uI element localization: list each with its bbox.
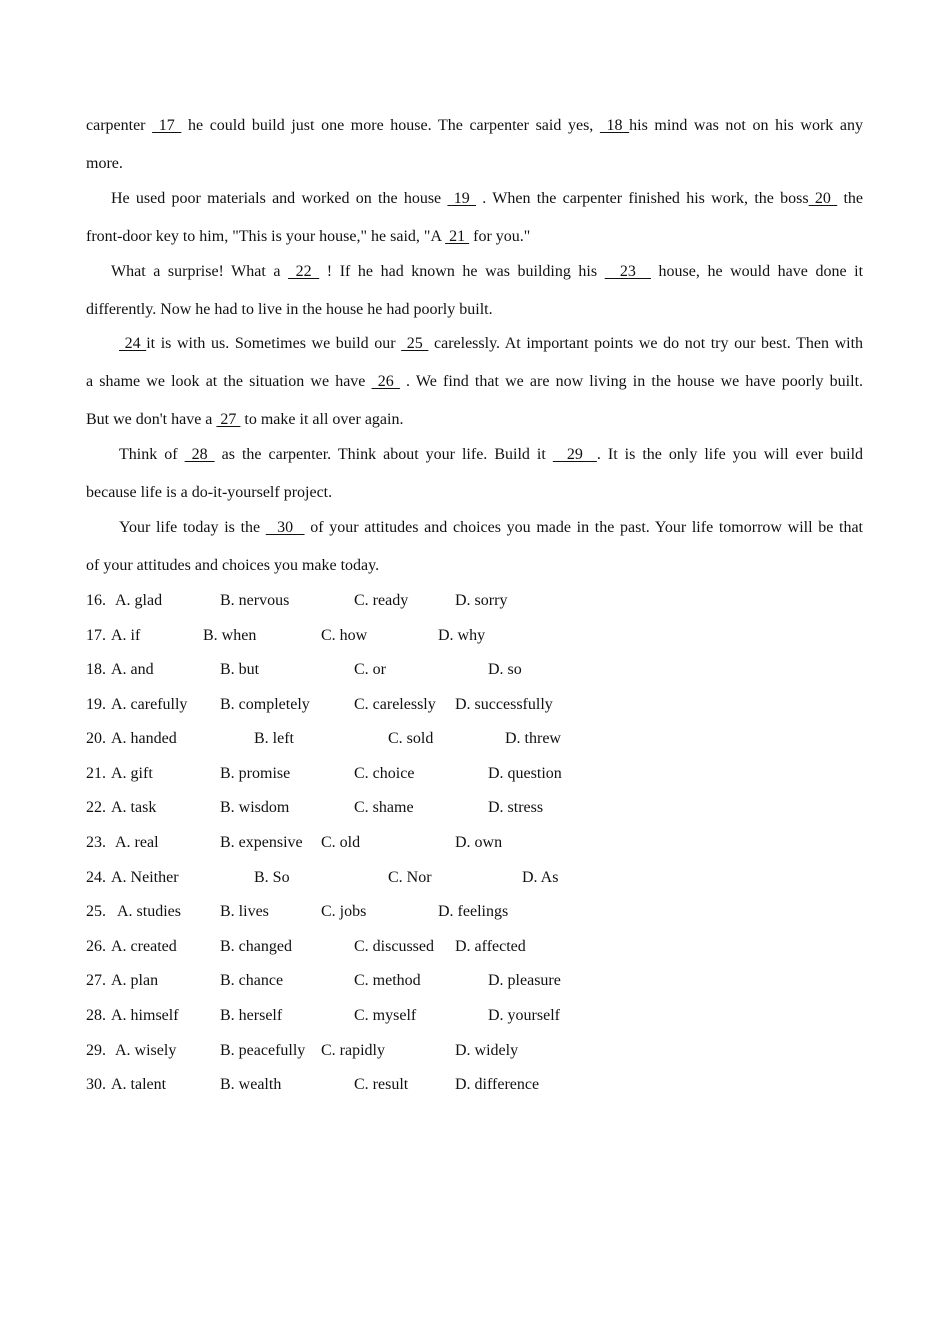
option-c: C. rapidly [321, 1042, 385, 1059]
text-run: carpenter [86, 117, 153, 134]
passage-line: of your attitudes and choices you make today. [86, 557, 380, 574]
passage-line: because life is a do-it-yourself project. [86, 484, 333, 501]
text-run: . We find that we are now living in the house we have poorly built. [399, 373, 864, 390]
option-c: C. how [321, 627, 368, 644]
option-d: D. affected [455, 938, 526, 955]
option-c: C. carelessly [354, 696, 436, 713]
text-run: house, he would have done it [650, 263, 864, 280]
question-number: 22. [86, 799, 106, 816]
option-d: D. sorry [455, 592, 508, 609]
option-b: B. lives [220, 903, 269, 920]
option-b: B. when [203, 627, 257, 644]
passage-line: more. [86, 155, 123, 172]
option-b: B. wisdom [220, 799, 290, 816]
passage-line [86, 509, 863, 547]
passage-line [86, 107, 863, 145]
option-c: C. shame [354, 799, 414, 816]
option-c: C. old [321, 834, 361, 851]
option-a: A. task [111, 799, 157, 816]
option-c: C. Nor [388, 869, 432, 886]
text-run: as the carpenter. Think about your life. Build it [214, 446, 553, 463]
option-d: D. own [455, 834, 503, 851]
option-a: A. glad [115, 592, 163, 609]
blank-22: 22 [288, 263, 320, 280]
option-a: A. gift [111, 765, 153, 782]
passage-line: differently. Now he had to live in the house he had poorly built. [86, 301, 493, 318]
option-c: C. myself [354, 1007, 417, 1024]
passage-paragraph [86, 325, 863, 439]
question-number: 28. [86, 1007, 106, 1024]
text-run: What a surprise! What a [111, 263, 289, 280]
option-a: A. and [111, 661, 154, 678]
option-b: B. completely [220, 696, 310, 713]
option-b: B. nervous [220, 592, 290, 609]
option-d: D. As [522, 869, 559, 886]
passage-line [86, 180, 863, 218]
option-d: D. so [488, 661, 522, 678]
option-d: D. stress [488, 799, 544, 816]
option-b: B. changed [220, 938, 292, 955]
blank-20: 20 [808, 190, 838, 207]
passage-line [86, 401, 863, 439]
question-number: 30. [86, 1076, 106, 1093]
option-b: B. expensive [220, 834, 303, 851]
option-c: C. result [354, 1076, 409, 1093]
question-number: 23. [86, 834, 106, 851]
option-a: A. plan [111, 972, 159, 989]
text-run: carelessly. At important points we do not try our best. Then with [428, 335, 864, 352]
text-run: Think of [119, 446, 185, 463]
option-a: A. handed [111, 730, 177, 747]
text-run: Your life today is the [119, 519, 266, 536]
passage-line [86, 253, 863, 291]
blank-21: 21 [445, 228, 470, 245]
text-run: he could build just one more house. The carpenter said yes, [181, 117, 600, 134]
blank-18: 18 [599, 117, 630, 134]
option-c: C. jobs [321, 903, 367, 920]
text-run: ! If he had known he was building his [319, 263, 605, 280]
option-d: D. widely [455, 1042, 519, 1059]
option-d: D. why [438, 627, 486, 644]
option-d: D. yourself [488, 1007, 560, 1024]
option-b: B. wealth [220, 1076, 282, 1093]
text-run: . It is the only life you will ever build [596, 446, 864, 463]
blank-29: 29 [552, 446, 597, 463]
passage-paragraph [86, 107, 863, 183]
passage-line [86, 363, 863, 401]
text-run: But we don't have a [86, 411, 217, 428]
passage-paragraph [86, 509, 863, 585]
option-d: D. pleasure [488, 972, 561, 989]
question-number: 20. [86, 730, 106, 747]
passage-paragraph [86, 253, 863, 329]
passage-paragraph [86, 180, 863, 256]
blank-27: 27 [216, 411, 241, 428]
option-c: C. discussed [354, 938, 434, 955]
blank-17: 17 [152, 117, 182, 134]
text-run: He used poor materials and worked on the house [111, 190, 448, 207]
question-number: 19. [86, 696, 106, 713]
blank-26: 26 [371, 373, 400, 390]
option-b: B. So [254, 869, 290, 886]
blank-28: 28 [184, 446, 215, 463]
text-run: to make it all over again. [240, 411, 404, 428]
option-a: A. studies [117, 903, 181, 920]
text-run: . When the carpenter finished his work, the boss [476, 190, 809, 207]
passage-line [86, 436, 863, 474]
option-b: B. promise [220, 765, 291, 782]
text-run: the [837, 190, 864, 207]
option-d: D. difference [455, 1076, 540, 1093]
text-run: front-door key to him, "This is your house," he said, "A [86, 228, 446, 245]
blank-19: 19 [447, 190, 477, 207]
text-run: of your attitudes and choices you made in the past. Your life tomorrow will be that [304, 519, 864, 536]
text-run: his mind was not on his work any [629, 117, 863, 134]
option-a: A. created [111, 938, 177, 955]
blank-30: 30 [265, 519, 305, 536]
option-d: D. threw [505, 730, 561, 747]
passage-line [86, 218, 863, 256]
question-number: 18. [86, 661, 106, 678]
question-number: 27. [86, 972, 106, 989]
option-c: C. sold [388, 730, 434, 747]
option-d: D. feelings [438, 903, 509, 920]
option-a: A. Neither [111, 869, 179, 886]
blank-24: 24 [119, 335, 147, 352]
question-number: 24. [86, 869, 106, 886]
option-a: A. talent [111, 1076, 167, 1093]
text-run: it is with us. Sometimes we build our [146, 335, 402, 352]
option-c: C. ready [354, 592, 409, 609]
question-number: 21. [86, 765, 106, 782]
option-c: C. method [354, 972, 421, 989]
option-a: A. real [115, 834, 159, 851]
question-number: 17. [86, 627, 106, 644]
option-b: B. peacefully [220, 1042, 306, 1059]
passage-paragraph [86, 436, 863, 512]
question-number: 25. [86, 903, 106, 920]
option-d: D. successfully [455, 696, 553, 713]
blank-25: 25 [401, 335, 429, 352]
text-run: a shame we look at the situation we have [86, 373, 372, 390]
option-a: A. if [111, 627, 141, 644]
option-b: B. but [220, 661, 260, 678]
option-a: A. himself [111, 1007, 179, 1024]
option-a: A. wisely [115, 1042, 177, 1059]
question-number: 16. [86, 592, 106, 609]
question-number: 26. [86, 938, 106, 955]
option-c: C. choice [354, 765, 415, 782]
text-run: for you." [469, 228, 531, 245]
passage-line [86, 325, 863, 363]
option-c: C. or [354, 661, 386, 678]
blank-23: 23 [604, 263, 651, 280]
option-b: B. herself [220, 1007, 283, 1024]
option-b: B. left [254, 730, 294, 747]
option-b: B. chance [220, 972, 284, 989]
question-number: 29. [86, 1042, 106, 1059]
option-a: A. carefully [111, 696, 188, 713]
option-d: D. question [488, 765, 562, 782]
